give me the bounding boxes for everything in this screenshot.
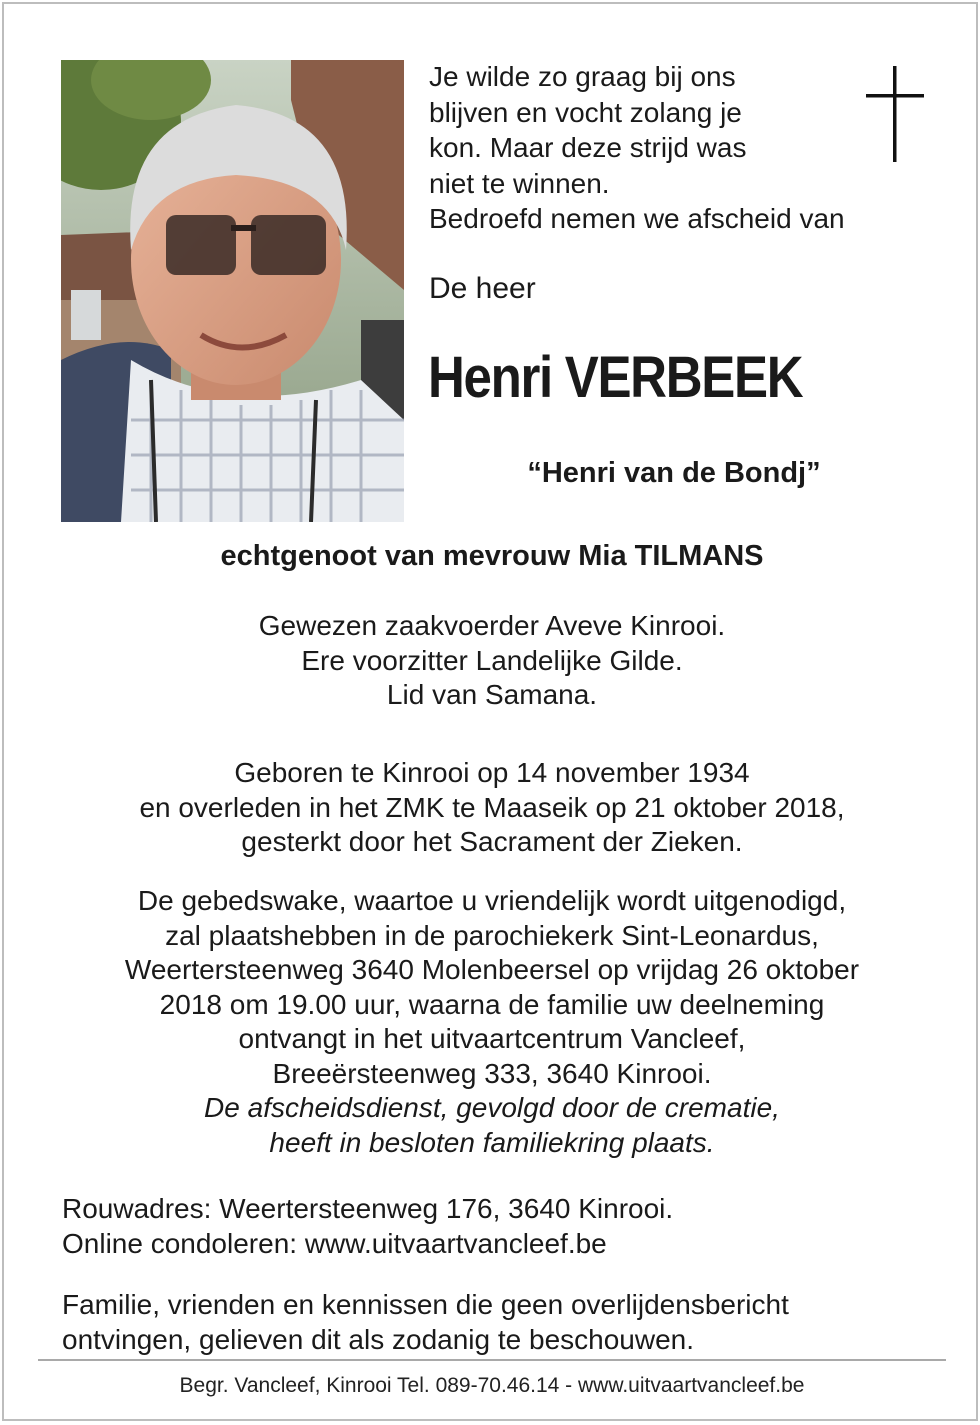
birth-line: Geboren te Kinrooi op 14 november 1934: [234, 757, 750, 788]
poem-line: Bedroefd nemen we afscheid van: [429, 203, 845, 234]
poem-line: niet te winnen.: [429, 167, 610, 199]
poem-line: Je wilde zo graag bij ons: [429, 61, 736, 92]
role-line: Ere voorzitter Landelijke Gilde.: [301, 644, 683, 676]
opening-poem: [429, 59, 949, 237]
service-italic-line: heeft in besloten familiekring plaats.: [269, 1126, 715, 1158]
role-line: Lid van Samana.: [386, 679, 598, 710]
role-line: Gewezen zaakvoerder Aveve Kinrooi.: [258, 610, 726, 641]
service-line: 2018 om 19.00 uur, waarna de familie uw deelneming: [159, 988, 825, 1020]
birth-line: en overleden in het ZMK te Maaseik op 21 oktober 2018,: [139, 791, 845, 823]
deceased-name: Henri VERBEEK: [428, 345, 803, 410]
poem-line: blijven en vocht zolang je: [429, 96, 742, 128]
service-line: Weertersteenweg 3640 Molenbeersel op vrijdag 26 oktober: [124, 954, 860, 985]
roles-block: [4, 609, 978, 713]
birth-line: gesterkt door het Sacrament der Zieken.: [241, 826, 743, 857]
service-line: Breeërsteenweg 333, 3640 Kinrooi.: [272, 1057, 712, 1089]
service-line: ontvangt in het uitvaartcentrum Vancleef,: [238, 1023, 746, 1054]
portrait-illustration: [61, 60, 404, 522]
service-italic-line: De afscheidsdienst, gevolgd door de crematie,: [204, 1092, 780, 1123]
service-block: [4, 884, 978, 1160]
mourning-address: Rouwadres: Weertersteenweg 176, 3640 Kinrooi.: [62, 1193, 674, 1224]
service-line: zal plaatshebben in de parochiekerk Sint-Leonardus,: [165, 919, 819, 951]
family-note-line: ontvingen, gelieven dit als zodanig te beschouwen.: [62, 1323, 694, 1355]
salutation: De heer: [429, 272, 536, 305]
poem-line: kon. Maar deze strijd was: [429, 132, 747, 163]
birth-death-block: [4, 756, 978, 860]
online-condolence: Online condoleren: www.uitvaartvancleef.be: [62, 1227, 607, 1259]
service-line: De gebedswake, waartoe u vriendelijk wordt uitgenodigd,: [137, 885, 847, 916]
footer-divider: [38, 1359, 946, 1361]
obituary-card: [2, 2, 978, 1421]
address-block: [62, 1192, 673, 1261]
portrait-photo: [61, 60, 404, 522]
spouse-line: echtgenoot van mevrouw Mia TILMANS: [220, 540, 764, 572]
funeral-home-footer: Begr. Vancleef, Kinrooi Tel. 089-70.46.14 - www.uitvaartvancleef.be: [179, 1374, 805, 1397]
nickname: “Henri van de Bondj”: [527, 457, 821, 489]
family-note: [62, 1288, 789, 1357]
family-note-line: Familie, vrienden en kennissen die geen overlijdensbericht: [62, 1289, 789, 1320]
